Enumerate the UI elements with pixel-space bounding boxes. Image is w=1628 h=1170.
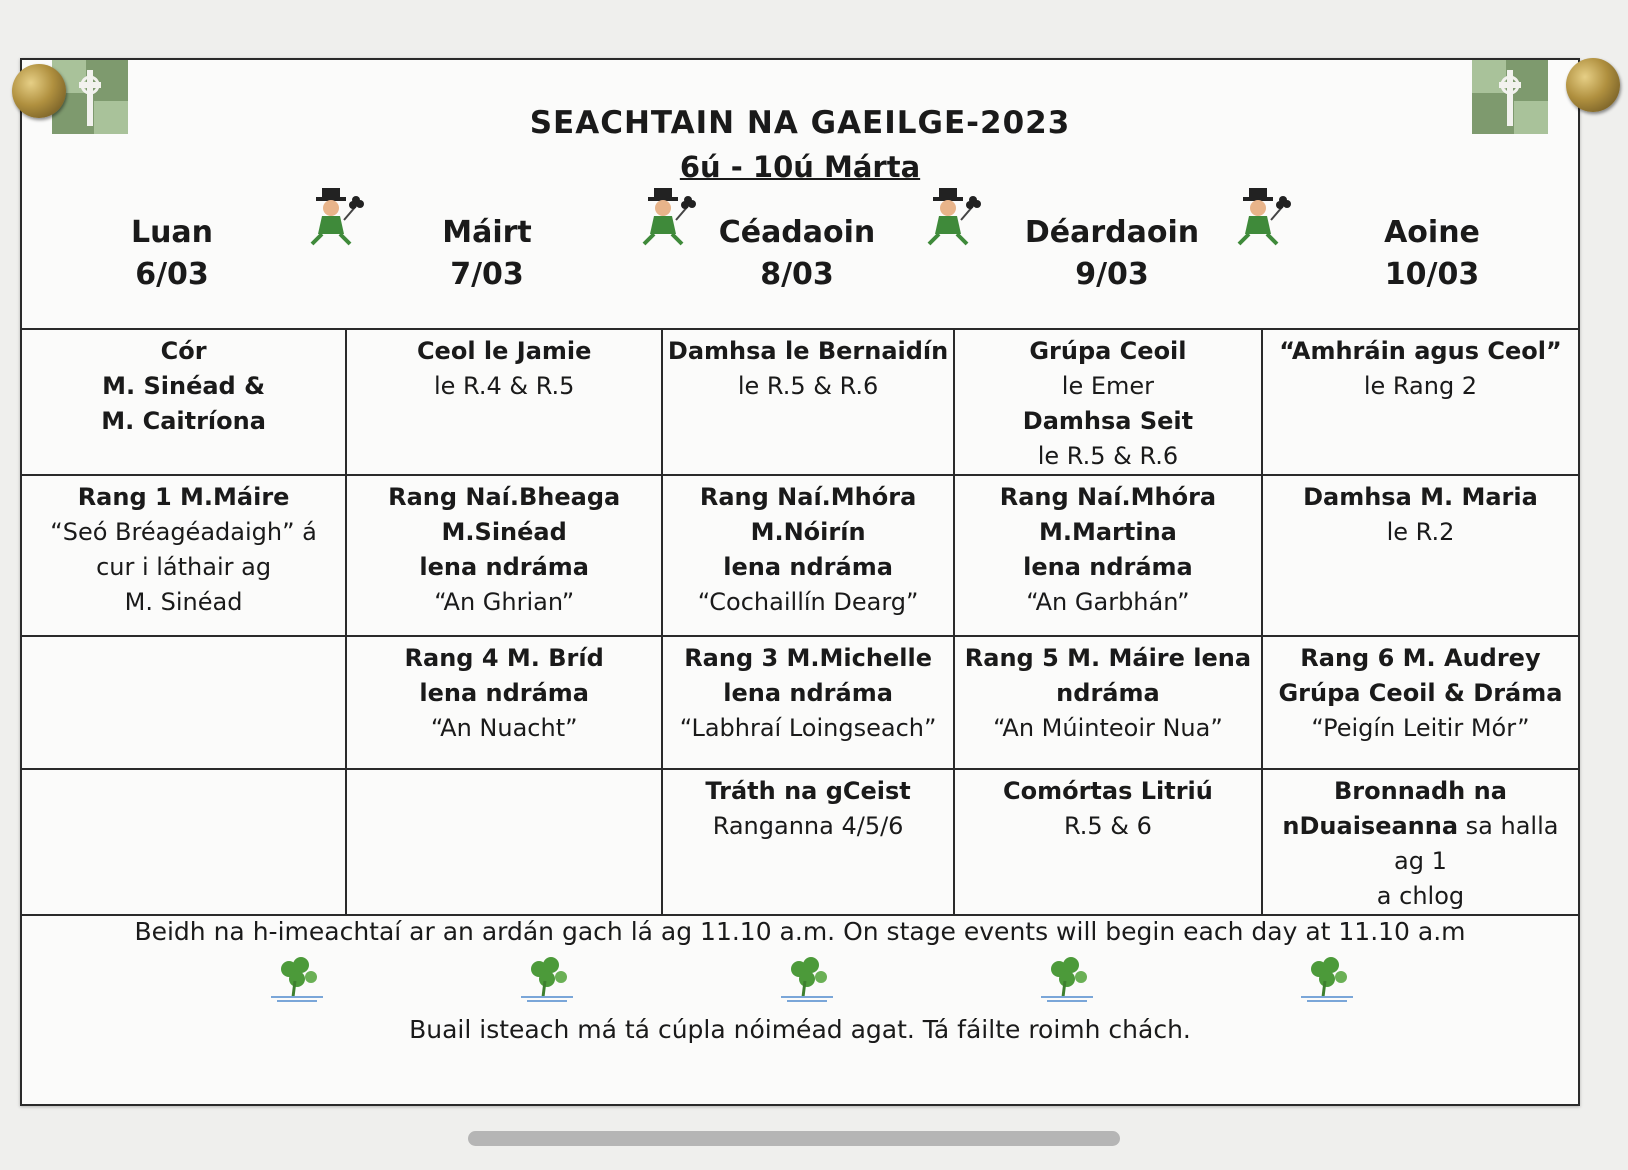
cell-line: Ceol le Jamie — [416, 337, 592, 365]
table-cell — [954, 769, 1262, 915]
cell-line: Rang 5 M. Máire lena — [964, 644, 1252, 672]
cell-line: “Seó Bréagéadaigh” á — [50, 518, 317, 546]
table-cell-empty — [346, 769, 662, 915]
table-cell — [954, 636, 1262, 769]
table-cell — [662, 330, 954, 475]
cell-line: lena ndráma — [419, 553, 589, 581]
day-name: Déardaoin — [1024, 215, 1200, 250]
table-cell — [346, 636, 662, 769]
cell-line: Grúpa Ceoil — [1029, 337, 1187, 365]
cell-line: “Amhráin agus Ceol” — [1279, 337, 1562, 365]
day-date: 8/03 — [760, 257, 834, 292]
cell-line: Rang 1 M.Máire — [77, 483, 290, 511]
cell-line: “An Múinteoir Nua” — [993, 714, 1223, 742]
footer-notice: Beidh na h-imeachtaí ar an ardán gach lá ag 11.10 a.m. On stage events will begin each day at 11.10 a.m — [134, 917, 1466, 946]
table-cell — [954, 475, 1262, 636]
day-date: 7/03 — [450, 257, 524, 292]
table-cell — [22, 475, 346, 636]
table-cell — [1262, 475, 1578, 636]
table-row — [22, 330, 1578, 475]
table-cell — [22, 330, 346, 475]
cell-line: Grúpa Ceoil & Dráma — [1278, 679, 1563, 707]
cell-line: Comórtas Litriú — [1002, 777, 1213, 805]
day-luan — [42, 212, 302, 296]
leprechaun-icon — [1227, 182, 1291, 248]
cell-line: “An Nuacht” — [430, 714, 578, 742]
day-date: 9/03 — [1075, 257, 1149, 292]
day-name: Aoine — [1384, 215, 1480, 250]
date-range-text: 6ú - 10ú Márta — [679, 150, 921, 184]
day-date: 6/03 — [135, 257, 209, 292]
cell-line: M.Sinéad — [441, 518, 567, 546]
cell-line: Rang 4 M. Bríd — [404, 644, 604, 672]
cell-line: “An Garbhán” — [1026, 588, 1190, 616]
day-date: 10/03 — [1384, 257, 1480, 292]
table-cell — [1262, 636, 1578, 769]
pin-icon — [12, 64, 66, 118]
cell-line: Ranganna 4/5/6 — [712, 812, 904, 840]
shamrock-icon — [517, 953, 577, 1005]
cell-line: Rang Naí.Mhóra — [699, 483, 917, 511]
cell-line: le Rang 2 — [1363, 372, 1478, 400]
schedule-table — [22, 330, 1578, 916]
cell-line: cur i láthair ag — [96, 553, 272, 581]
table-row — [22, 769, 1578, 915]
cell-line: le R.4 & R.5 — [433, 372, 575, 400]
day-deardaoin — [982, 212, 1242, 296]
table-cell — [662, 636, 954, 769]
cell-line: “Cochaillín Dearg” — [697, 588, 919, 616]
cell-line: Rang 6 M. Audrey — [1300, 644, 1541, 672]
cell-line: lena ndráma — [419, 679, 589, 707]
leprechaun-icon — [632, 182, 696, 248]
footer — [22, 905, 1578, 1106]
leprechaun-icon — [300, 182, 364, 248]
cell-line: Rang Naí.Mhóra — [999, 483, 1217, 511]
day-name: Céadaoin — [718, 215, 876, 250]
header — [22, 60, 1578, 330]
cell-line: a chlog — [1376, 882, 1465, 910]
table-cell — [346, 475, 662, 636]
cell-line: M. Sinéad & — [102, 372, 266, 400]
shamrock-icon — [267, 953, 327, 1005]
table-row — [22, 475, 1578, 636]
cell-line: M. Sinéad — [124, 588, 243, 616]
horizontal-scrollbar[interactable] — [468, 1131, 1120, 1146]
cell-line: le R.5 & R.6 — [1037, 442, 1179, 470]
table-cell — [1262, 769, 1578, 915]
cell-line: lena ndráma — [723, 679, 893, 707]
cell-line: Rang 3 M.Michelle — [684, 644, 932, 672]
cell-line: M.Martina — [1038, 518, 1177, 546]
table-cell-empty — [22, 769, 346, 915]
cell-line: Tráth na gCeist — [705, 777, 911, 805]
shamrock-icon — [1297, 953, 1357, 1005]
table-cell — [346, 330, 662, 475]
shamrock-icon — [777, 953, 837, 1005]
table-cell — [954, 330, 1262, 475]
cell-line: Damhsa le Bernaidín — [667, 337, 949, 365]
cell-line: ndráma — [1056, 679, 1160, 707]
cell-line: M.Nóirín — [750, 518, 866, 546]
cell-line: Damhsa Seit — [1022, 407, 1194, 435]
table-cell — [662, 475, 954, 636]
page-title: SEACHTAIN NA GAEILGE-2023 — [529, 105, 1071, 141]
day-name: Máirt — [442, 215, 532, 250]
date-range — [22, 150, 1578, 184]
day-name: Luan — [130, 215, 214, 250]
cell-line: le R.2 — [1386, 518, 1455, 546]
cell-line: “Peigín Leitir Mór” — [1311, 714, 1530, 742]
cell-line: lena ndráma — [1023, 553, 1193, 581]
cell-line: M. Caitríona — [101, 407, 266, 435]
cell-line: “Labhraí Loingseach” — [679, 714, 937, 742]
cell-line — [1267, 809, 1574, 879]
cell-line: le R.5 & R.6 — [737, 372, 879, 400]
table-cell — [1262, 330, 1578, 475]
cell-line: R.5 & 6 — [1063, 812, 1152, 840]
day-ceadaoin — [667, 212, 927, 296]
cell-line: Damhsa M. Maria — [1303, 483, 1538, 511]
cell-line-rest: sa halla ag 1 — [1394, 812, 1559, 875]
cell-line: Cór — [160, 337, 207, 365]
table-row — [22, 636, 1578, 769]
day-aoine — [1302, 212, 1562, 296]
shamrock-icon — [1037, 953, 1097, 1005]
footer-welcome: Buail isteach má tá cúpla nóiméad agat. Tá fáilte roimh chách. — [409, 1015, 1191, 1044]
cell-line: Rang Naí.Bheaga — [388, 483, 621, 511]
cell-line: le Emer — [1061, 372, 1155, 400]
schedule-sheet — [20, 58, 1580, 1106]
table-cell — [662, 769, 954, 915]
cell-line: Bronnadh na — [1334, 777, 1507, 805]
cell-line: lena ndráma — [723, 553, 893, 581]
cell-line: “An Ghrian” — [434, 588, 575, 616]
cell-line-bold: nDuaiseanna — [1282, 812, 1459, 840]
table-cell-empty — [22, 636, 346, 769]
day-mairt — [357, 212, 617, 296]
leprechaun-icon — [917, 182, 981, 248]
pin-icon — [1566, 58, 1620, 112]
